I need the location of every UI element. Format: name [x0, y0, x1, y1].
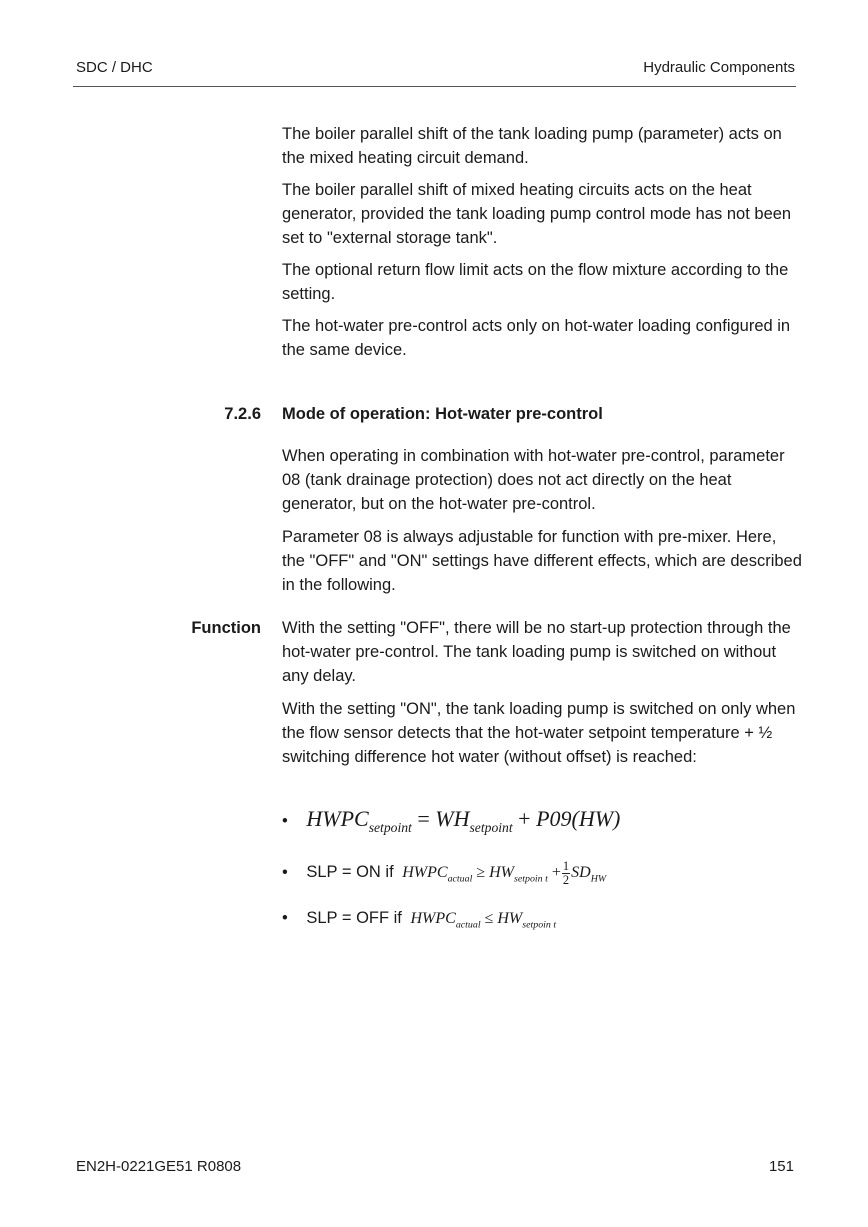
- function-paragraph-2: [282, 697, 802, 769]
- section-paragraph-1: [282, 444, 802, 516]
- function-text-1: With the setting "OFF", there will be no start-up protection through the hot-water pre-control. The tank loading pump is switched on without any delay.: [282, 619, 791, 685]
- f2-denominator: 2: [562, 873, 570, 888]
- footer-page-number: 151: [768, 1158, 794, 1175]
- f3-term1: HW: [497, 910, 523, 927]
- f1-lhs-sub: setpoint: [368, 820, 412, 836]
- header-divider: [73, 86, 796, 87]
- f3-prefix: SLP = OFF if: [306, 909, 402, 927]
- formula-1: [282, 806, 621, 836]
- f3-lhs-sub: actual: [455, 919, 481, 931]
- section-text-1: When operating in combination with hot-water pre-control, parameter 08 (tank drainage protection) does not act directly on the heat generator, but on the hot-water pre-control.: [282, 447, 785, 513]
- section-title: Mode of operation: Hot-water pre-control: [282, 405, 603, 423]
- intro-paragraph-4: [282, 314, 802, 362]
- bullet-3: •: [282, 909, 288, 927]
- f2-term2: SD: [571, 864, 591, 882]
- header-left: SDC / DHC: [76, 59, 153, 76]
- intro-paragraph-3: [282, 258, 802, 306]
- f2-term1-sub: setpoin t: [514, 873, 548, 885]
- intro-paragraph-1: [282, 122, 802, 170]
- function-paragraph-1: [282, 616, 802, 688]
- f1-eq: =: [417, 806, 430, 831]
- formula-3: [282, 906, 556, 931]
- intro-text-1: The boiler parallel shift of the tank loading pump (parameter) acts on the mixed heating circuit demand.: [282, 125, 782, 167]
- formula-3-math: [410, 910, 557, 931]
- header-right: Hydraulic Components: [643, 59, 795, 76]
- f3-op: ≤: [484, 910, 494, 927]
- f1-plus: +: [518, 806, 531, 831]
- intro-text-3: The optional return flow limit acts on the flow mixture according to the setting.: [282, 261, 789, 303]
- function-text-2: With the setting "ON", the tank loading pump is switched on only when the flow sensor detects that the hot-water setpoint temperature + ½ switching difference hot water (without offset) is reached:: [282, 700, 796, 766]
- f2-term1: HW: [489, 864, 515, 882]
- f2-numerator: 1: [562, 859, 570, 873]
- f3-lhs: HWPC: [410, 910, 456, 927]
- footer-doc-id: EN2H-0221GE51 R0808: [76, 1158, 242, 1175]
- formula-2-math: [402, 859, 607, 888]
- intro-text-2: The boiler parallel shift of mixed heating circuits acts on the heat generator, provided the tank loading pump control mode has not been set to "external storage tank".: [282, 181, 792, 247]
- bullet-2: •: [282, 863, 288, 882]
- section-number: 7.2.6: [224, 405, 261, 423]
- f2-lhs-sub: actual: [447, 873, 473, 885]
- f2-lhs: HWPC: [402, 864, 448, 882]
- section-text-2: Parameter 08 is always adjustable for function with pre-mixer. Here, the "OFF" and "ON" settings have different effects, which are described in the following.: [282, 528, 802, 594]
- f2-prefix: SLP = ON if: [306, 863, 394, 882]
- f2-op: ≥: [476, 864, 486, 882]
- f1-term1: WH: [435, 806, 470, 831]
- function-label: Function: [191, 619, 261, 637]
- f1-lhs: HWPC: [306, 806, 369, 831]
- f1-term1-sub: setpoint: [469, 820, 513, 836]
- f3-term1-sub: setpoin t: [522, 919, 557, 931]
- bullet-1: •: [282, 812, 288, 830]
- f2-fraction: [562, 860, 570, 887]
- f2-plus: +: [551, 864, 561, 882]
- formula-1-math: [306, 806, 621, 836]
- f1-term2: P09(HW): [536, 806, 621, 831]
- intro-text-4: The hot-water pre-control acts only on hot-water loading configured in the same device.: [282, 317, 791, 359]
- intro-paragraph-2: [282, 178, 802, 250]
- section-paragraph-2: [282, 525, 802, 597]
- f2-term2-sub: HW: [590, 873, 607, 885]
- formula-2: [282, 860, 606, 887]
